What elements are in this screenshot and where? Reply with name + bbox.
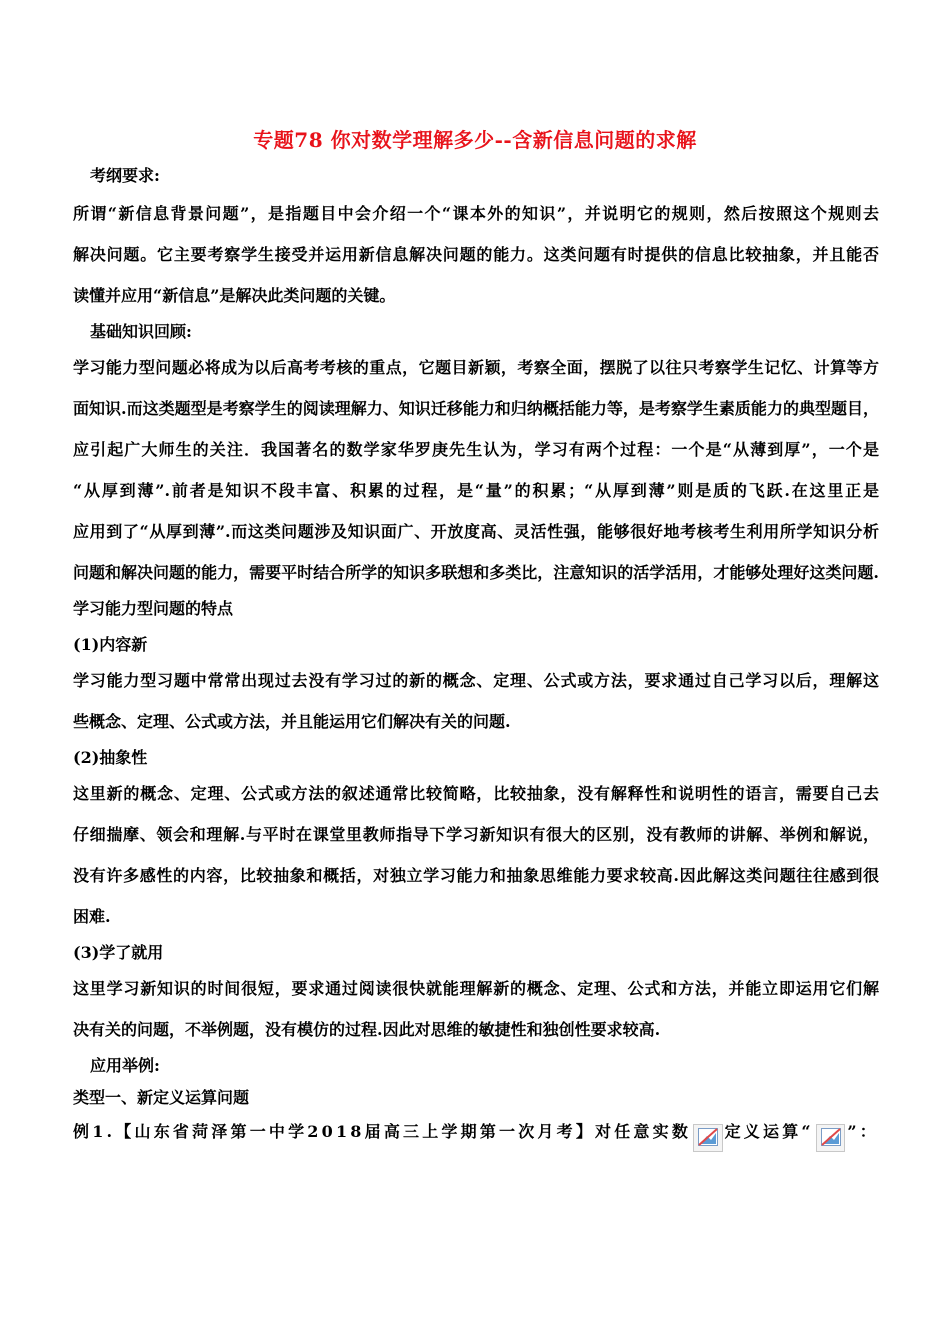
broken-image-icon bbox=[816, 1124, 846, 1152]
basics-heading: 基础知识回顾: bbox=[90, 322, 192, 341]
page-title: 专题78 你对数学理解多少--含新信息问题的求解 bbox=[253, 128, 697, 152]
type-heading: 类型一、新定义运算问题 bbox=[73, 1088, 250, 1107]
paragraph-line: 仔细揣摩、领会和理解.与平时在课堂里教师指导下学习新知识有很大的区别，没有教师的讲解、举例和解说， bbox=[73, 825, 879, 844]
paragraph-line: 这里学习新知识的时间很短，要求通过阅读很快就能理解新的概念、定理、公式和方法，并能立即运用它们解 bbox=[73, 979, 879, 998]
paragraph-line: 应引起广大师生的关注．我国著名的数学家华罗庚先生认为，学习有两个过程：一个是“从薄到厚”，一个是 bbox=[73, 440, 879, 459]
broken-image-icon bbox=[693, 1124, 723, 1152]
example-text: ”： bbox=[847, 1121, 879, 1141]
example-text: 例1.【山东省菏泽第一中学2018届高三上学期第一次月考】对任意实数 bbox=[73, 1121, 692, 1141]
paragraph-line: 应用到了“从厚到薄”.而这类问题涉及知识面广、开放度高、灵活性强，能够很好地考核考生利用所学知识分析 bbox=[73, 522, 879, 541]
paragraph-line: 些概念、定理、公式或方法，并且能运用它们解决有关的问题. bbox=[73, 712, 511, 731]
paragraph-line: 没有许多感性的内容，比较抽象和概括，对独立学习能力和抽象思维能力要求较高.因此解这类问题往往感到很 bbox=[73, 866, 879, 885]
paragraph-line: 读懂并应用“新信息”是解决此类问题的关键。 bbox=[73, 286, 396, 305]
example-line bbox=[73, 1116, 879, 1144]
examples-heading: 应用举例: bbox=[90, 1056, 160, 1075]
requirements-heading: 考纲要求: bbox=[90, 166, 160, 185]
paragraph-line: “从厚到薄”.前者是知识不段丰富、积累的过程，是“量”的积累；“从厚到薄”则是质的飞跃.在这里正是 bbox=[73, 481, 879, 500]
subheading: (3)学了就用 bbox=[73, 943, 164, 962]
paragraph-line: 这里新的概念、定理、公式或方法的叙述通常比较简略，比较抽象，没有解释性和说明性的语言，需要自己去 bbox=[73, 784, 879, 803]
paragraph-line: 解决问题。它主要考察学生接受并运用新信息解决问题的能力。这类问题有时提供的信息比较抽象，并且能否 bbox=[73, 245, 879, 264]
subheading: (1)内容新 bbox=[73, 635, 148, 654]
subheading: 学习能力型问题的特点 bbox=[73, 599, 234, 618]
paragraph-line: 问题和解决问题的能力，需要平时结合所学的知识多联想和多类比，注意知识的活学活用，才能够处理好这类问题. bbox=[73, 563, 879, 582]
paragraph-line: 面知识.而这类题型是考察学生的阅读理解力、知识迁移能力和归纳概括能力等，是考察学生素质能力的典型题目， bbox=[73, 399, 879, 418]
example-text: 定义运算“ bbox=[724, 1121, 814, 1141]
paragraph-line: 所谓“新信息背景问题”，是指题目中会介绍一个“课本外的知识”，并说明它的规则，然后按照这个规则去 bbox=[73, 204, 879, 223]
paragraph-line: 困难. bbox=[73, 907, 111, 926]
paragraph-line: 学习能力型习题中常常出现过去没有学习过的新的概念、定理、公式或方法，要求通过自己学习以后，理解这 bbox=[73, 671, 879, 690]
paragraph-line: 决有关的问题，不举例题，没有模仿的过程.因此对思维的敏捷性和独创性要求较高. bbox=[73, 1020, 661, 1039]
subheading: (2)抽象性 bbox=[73, 748, 148, 767]
paragraph-line: 学习能力型问题必将成为以后高考考核的重点，它题目新颖，考察全面，摆脱了以往只考察学生记忆、计算等方 bbox=[73, 358, 879, 377]
